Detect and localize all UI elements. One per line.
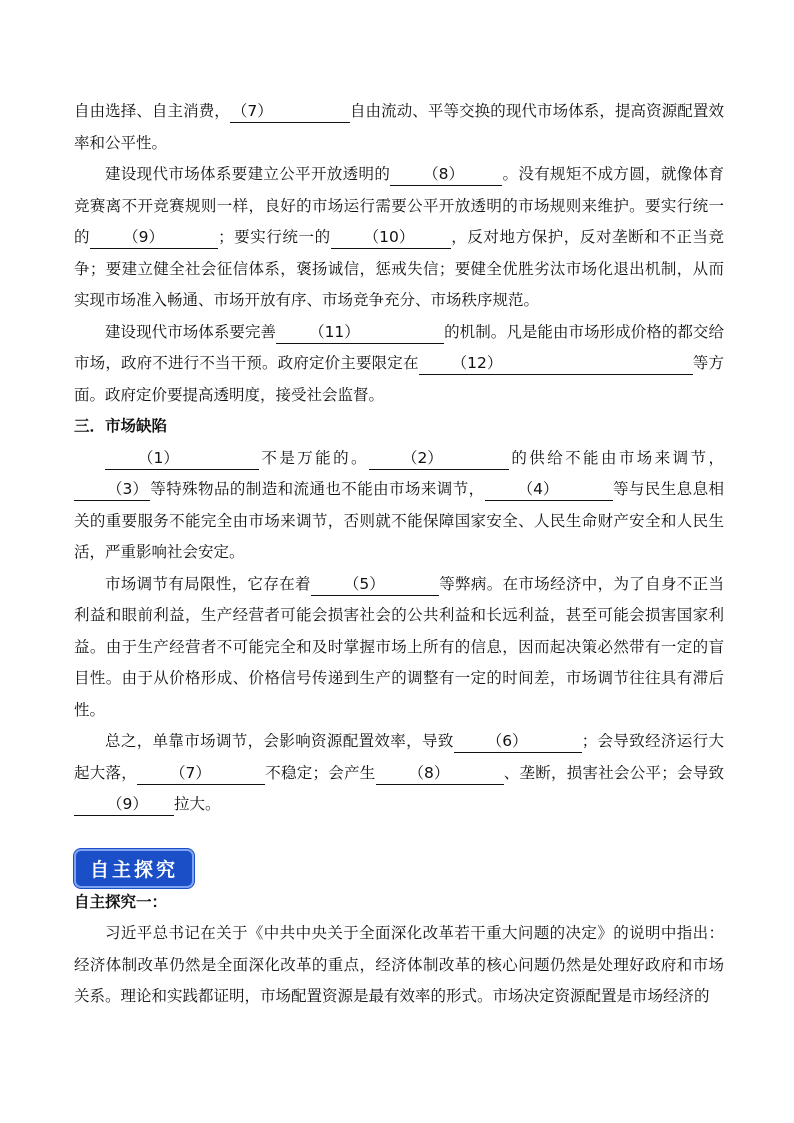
text: 建设现代市场体系要完善 — [105, 322, 277, 341]
paragraph-market-limits — [74, 569, 724, 727]
text: 、垄断，损害社会公平；会导致 — [503, 763, 724, 782]
text: 等弊病。在市场经济中，为了自身不正当利益和眼前利益，生产经营者可能会损害社会的公共利益和长远利益，甚至可能会损害国家利益。由于生产经营者不可能完全和及时掌握市场上所有的信息，因而起决策必然带有一定的盲目性。由于从价格形成、价格信号传递到生产的调整有一定的时间差，市场调节往往具有滞后性。 — [74, 574, 724, 719]
paragraph-market-rules — [74, 159, 724, 317]
text: ；要实行统一的 — [218, 228, 331, 246]
section-banner: 自主探究 — [74, 849, 194, 888]
fill-blank-11[interactable]: （11） — [276, 322, 444, 344]
fill-blank-10[interactable]: （10） — [331, 227, 451, 249]
fill-blank-8[interactable]: （8） — [376, 763, 504, 785]
text: ；会导致经济运行大起大落， — [74, 732, 724, 782]
text: ，反对地方保护，反对垄断和不正当竞争；要建立健全社会征信体系，褒扬诚信，惩戒失信；要健全优胜劣汰市场化退出机制，从而实现市场准入畅通、市场开放有序、市场竞争充分、市场秩序规范。 — [74, 228, 724, 309]
text: 的机制。凡是能由市场形成价格的都交给市场，政府不进行不当干预。政府定价主要限定在 — [74, 322, 724, 372]
text: 市场调节有局限性，它存在着 — [105, 574, 311, 593]
text: 建设现代市场体系要建立公平开放透明的 — [105, 165, 391, 183]
fill-blank-12[interactable]: （12） — [419, 353, 693, 375]
text: 自由流动、平等交换的现代市场体系，提高资源配置效率和公平性。 — [74, 102, 724, 152]
paragraph-pricing — [74, 317, 724, 412]
text: 自由选择、自主消费， — [74, 102, 230, 120]
text: 不是万能的。 — [259, 448, 369, 467]
text: 拉大。 — [174, 795, 221, 813]
paragraph-summary — [74, 726, 724, 821]
paragraph-explore: 习近平总书记在关于《中共中央关于全面深化改革若干重大问题的决定》的说明中指出：经济体制改革仍然是全面深化改革的重点，经济体制改革的核心问题仍然是处理好政府和市场关系。理论和实践都证明，市场配置资源是最有效率的形式。市场决定资源配置是市场经济的 — [74, 924, 724, 1005]
fill-blank-3[interactable]: （3） — [74, 479, 150, 501]
text: 的供给不能由市场来调节， — [508, 448, 724, 467]
fill-blank-9[interactable]: （9） — [90, 227, 218, 249]
fill-blank-1[interactable]: （1） — [105, 448, 259, 470]
fill-blank-7[interactable]: （7） — [230, 101, 350, 123]
fill-blank-4[interactable]: （4） — [485, 479, 613, 501]
document-page — [74, 96, 724, 1013]
paragraph-market-defects — [74, 443, 724, 569]
text: 。没有规矩不成方圆，就像体育竞赛离不开竞赛规则一样，良好的市场运行需要公平开放透明的市场规则来维护。要实行统一的 — [74, 165, 724, 246]
text: 等特殊物品的制造和流通也不能由市场来调节， — [149, 480, 485, 498]
explore-heading: 自主探究一： — [74, 892, 168, 911]
text: 等方面。政府定价要提高透明度，接受社会监督。 — [74, 354, 724, 404]
fill-blank-5[interactable]: （5） — [311, 574, 439, 596]
section-heading: 三．市场缺陷 — [74, 417, 168, 435]
text: 总之，单靠市场调节，会影响资源配置效率，导致 — [105, 732, 454, 750]
text: 不稳定；会产生 — [265, 763, 376, 782]
paragraph-market-system — [74, 96, 724, 159]
text: 等与民生息息相关的重要服务不能完全由市场来调节，否则就不能保障国家安全、人民生命财产安全和人民生活，严重影响社会安定。 — [74, 480, 724, 561]
fill-blank-2[interactable]: （2） — [369, 448, 509, 470]
fill-blank-8[interactable]: （8） — [390, 164, 502, 186]
section-banner-wrap — [74, 849, 724, 883]
fill-blank-7[interactable]: （7） — [137, 763, 265, 785]
fill-blank-6[interactable]: （6） — [454, 731, 582, 753]
fill-blank-9[interactable]: （9） — [74, 794, 174, 816]
